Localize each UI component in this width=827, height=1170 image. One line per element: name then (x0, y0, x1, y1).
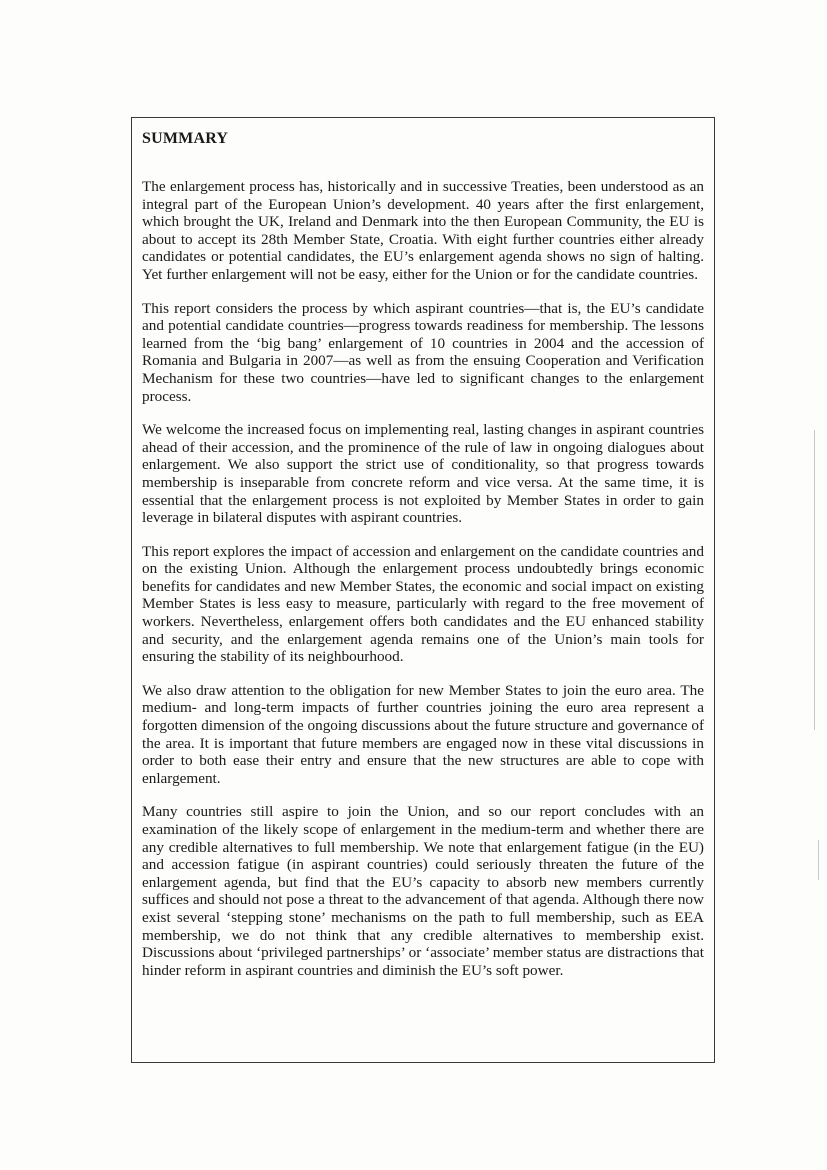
scan-artifact (818, 840, 819, 880)
scan-artifact (814, 430, 815, 730)
summary-paragraph-3: We welcome the increased focus on implementing real, lasting changes in aspirant countries ahead of their accession, and the prominence of the rule of law in ongoing dialogues about enlargement. We also support the strict use of conditionality, so that progress towards membership is inseparable from concrete reform and vice versa. At the same time, it is essential that the enlargement process is not exploited by Member States in order to gain leverage in bilateral disputes with aspirant countries. (142, 421, 704, 527)
summary-box (131, 117, 715, 1063)
summary-paragraph-2: This report considers the process by which aspirant countries—that is, the EU’s candidate and potential candidate countries—progress towards readiness for membership. The lessons learned from the ‘big bang’ enlargement of 10 countries in 2004 and the accession of Romania and Bulgaria in 2007—as well as from the ensuing Cooperation and Verification Mechanism for these two countries—have led to significant changes to the enlargement process. (142, 299, 704, 405)
summary-paragraph-1: The enlargement process has, historically and in successive Treaties, been understood as an integral part of the European Union’s development. 40 years after the first enlargement, which brought the UK, Ireland and Denmark into the then European Community, the EU is about to accept its 28th Member State, Croatia. With eight further countries either already candidates or potential candidates, the EU’s enlargement agenda shows no sign of halting. Yet further enlargement will not be easy, either for the Union or for the candidate countries. (142, 178, 704, 283)
summary-paragraph-4: This report explores the impact of accession and enlargement on the candidate countries and on the existing Union. Although the enlargement process undoubtedly brings economic benefits for candidates and new Member States, the economic and social impact on existing Member States is less easy to measure, particularly with regard to the free movement of workers. Nevertheless, enlargement offers both candidates and the EU enhanced stability and security, and the enlargement agenda remains one of the Union’s main tools for ensuring the stability of its neighbourhood. (142, 542, 704, 666)
summary-title: SUMMARY (142, 130, 229, 147)
summary-paragraph-6: Many countries still aspire to join the Union, and so our report concludes with an examination of the likely scope of enlargement in the medium-term and whether there are any credible alternatives to full membership. We note that enlargement fatigue (in the EU) and accession fatigue (in aspirant countries) could seriously threaten the future of the enlargement agenda, but find that the EU’s capacity to absorb new members currently suffices and should not pose a threat to the advancement of that agenda. Although there now exist several ‘stepping stone’ mechanisms on the path to full membership, such as EEA membership, we do not think that any credible alternatives to membership exist. Discussions about ‘privileged partnerships’ or ‘associate’ member status are distractions that hinder reform in aspirant countries and diminish the EU’s soft power. (142, 803, 704, 979)
summary-paragraph-5: We also draw attention to the obligation for new Member States to join the euro area. The medium- and long-term impacts of further countries joining the euro area represent a forgotten dimension of the ongoing discussions about the future structure and governance of the area. It is important that future members are engaged now in these vital discussions in order to both ease their entry and ensure that the new structures are able to cope with enlargement. (142, 681, 704, 787)
